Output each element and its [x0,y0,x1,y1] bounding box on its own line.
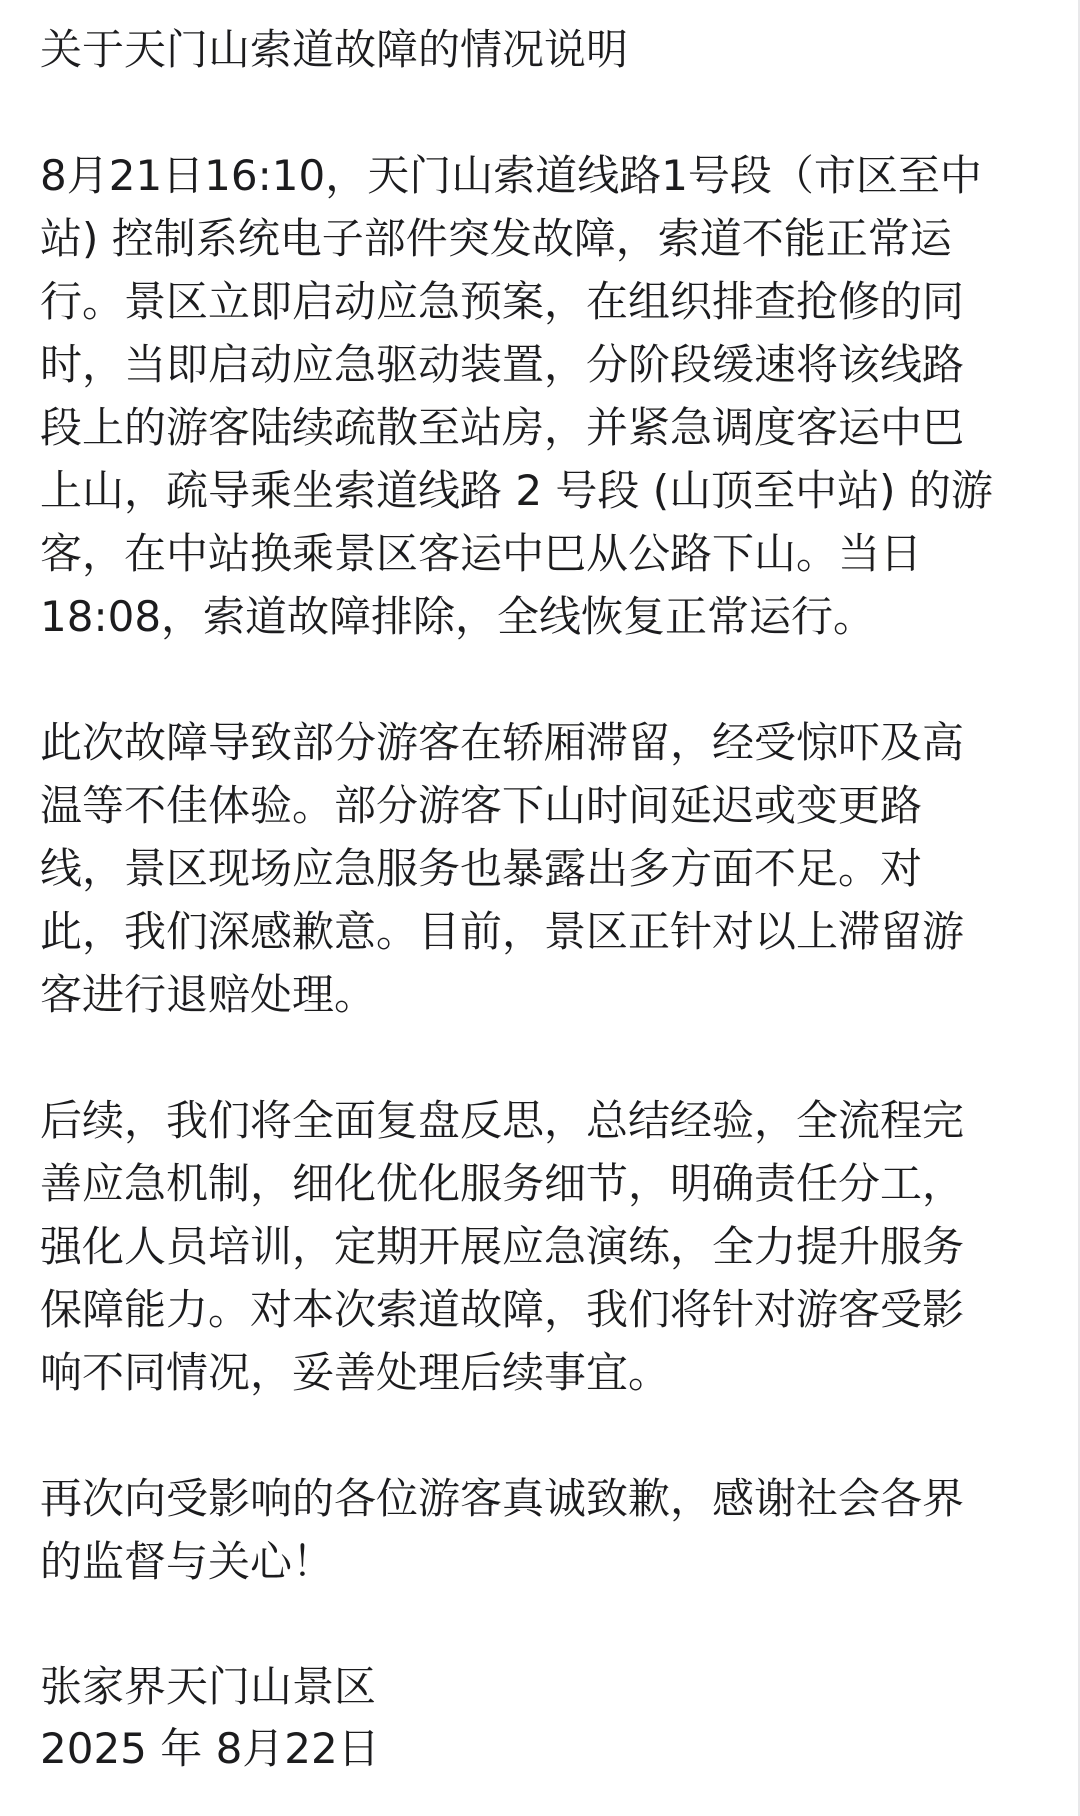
paragraph-line: 站) 控制系统电子部件突发故障，索道不能正常运 [40,214,952,263]
paragraph-line: 保障能力。对本次索道故障，我们将针对游客受影 [40,1285,965,1334]
paragraph-line: 强化人员培训，定期开展应急演练，全力提升服务 [40,1222,965,1271]
paragraph-line: 客，在中站换乘景区客运中巴从公路下山。当日 [40,529,923,578]
paragraph-line: 温等不佳体验。部分游客下山时间延迟或变更路 [40,781,923,830]
paragraph-line: 善应急机制，细化优化服务细节，明确责任分工， [40,1159,965,1208]
paragraph-line: 再次向受影响的各位游客真诚致歉，感谢社会各界 [40,1474,965,1523]
paragraph-incident [40,144,1040,648]
paragraph-line: 8月21日16:10，天门山索道线路1号段（市区至中 [40,151,982,200]
signature-organization: 张家界天门山景区 [40,1662,377,1711]
document-title [40,18,1040,81]
signature-date: 2025 年 8月22日 [40,1724,380,1773]
paragraph-line: 18:08，索道故障排除，全线恢复正常运行。 [40,592,876,641]
statement-document [40,18,1040,1780]
paragraph-line: 客进行退赔处理。 [40,970,377,1019]
paragraph-apology [40,711,1040,1026]
paragraph-closing [40,1467,1040,1593]
signature-block [40,1656,1040,1780]
paragraph-line: 后续，我们将全面复盘反思，总结经验，全流程完 [40,1096,965,1145]
paragraph-line: 此次故障导致部分游客在轿厢滞留，经受惊吓及高 [40,718,965,767]
paragraph-line: 时，当即启动应急驱动装置，分阶段缓速将该线路 [40,340,965,389]
paragraph-followup [40,1089,1040,1404]
paragraph-line: 的监督与关心！ [40,1537,335,1586]
paragraph-line: 此，我们深感歉意。目前，景区正针对以上滞留游 [40,907,965,956]
paragraph-line: 响不同情况，妥善处理后续事宜。 [40,1348,671,1397]
paragraph-line: 行。景区立即启动应急预案，在组织排查抢修的同 [40,277,965,326]
title-text: 关于天门山索道故障的情况说明 [40,25,629,74]
paragraph-line: 段上的游客陆续疏散至站房，并紧急调度客运中巴 [40,403,965,452]
paragraph-line: 上山，疏导乘坐索道线路 2 号段 (山顶至中站) 的游 [40,466,993,515]
paragraph-line: 线，景区现场应急服务也暴露出多方面不足。对 [40,844,923,893]
